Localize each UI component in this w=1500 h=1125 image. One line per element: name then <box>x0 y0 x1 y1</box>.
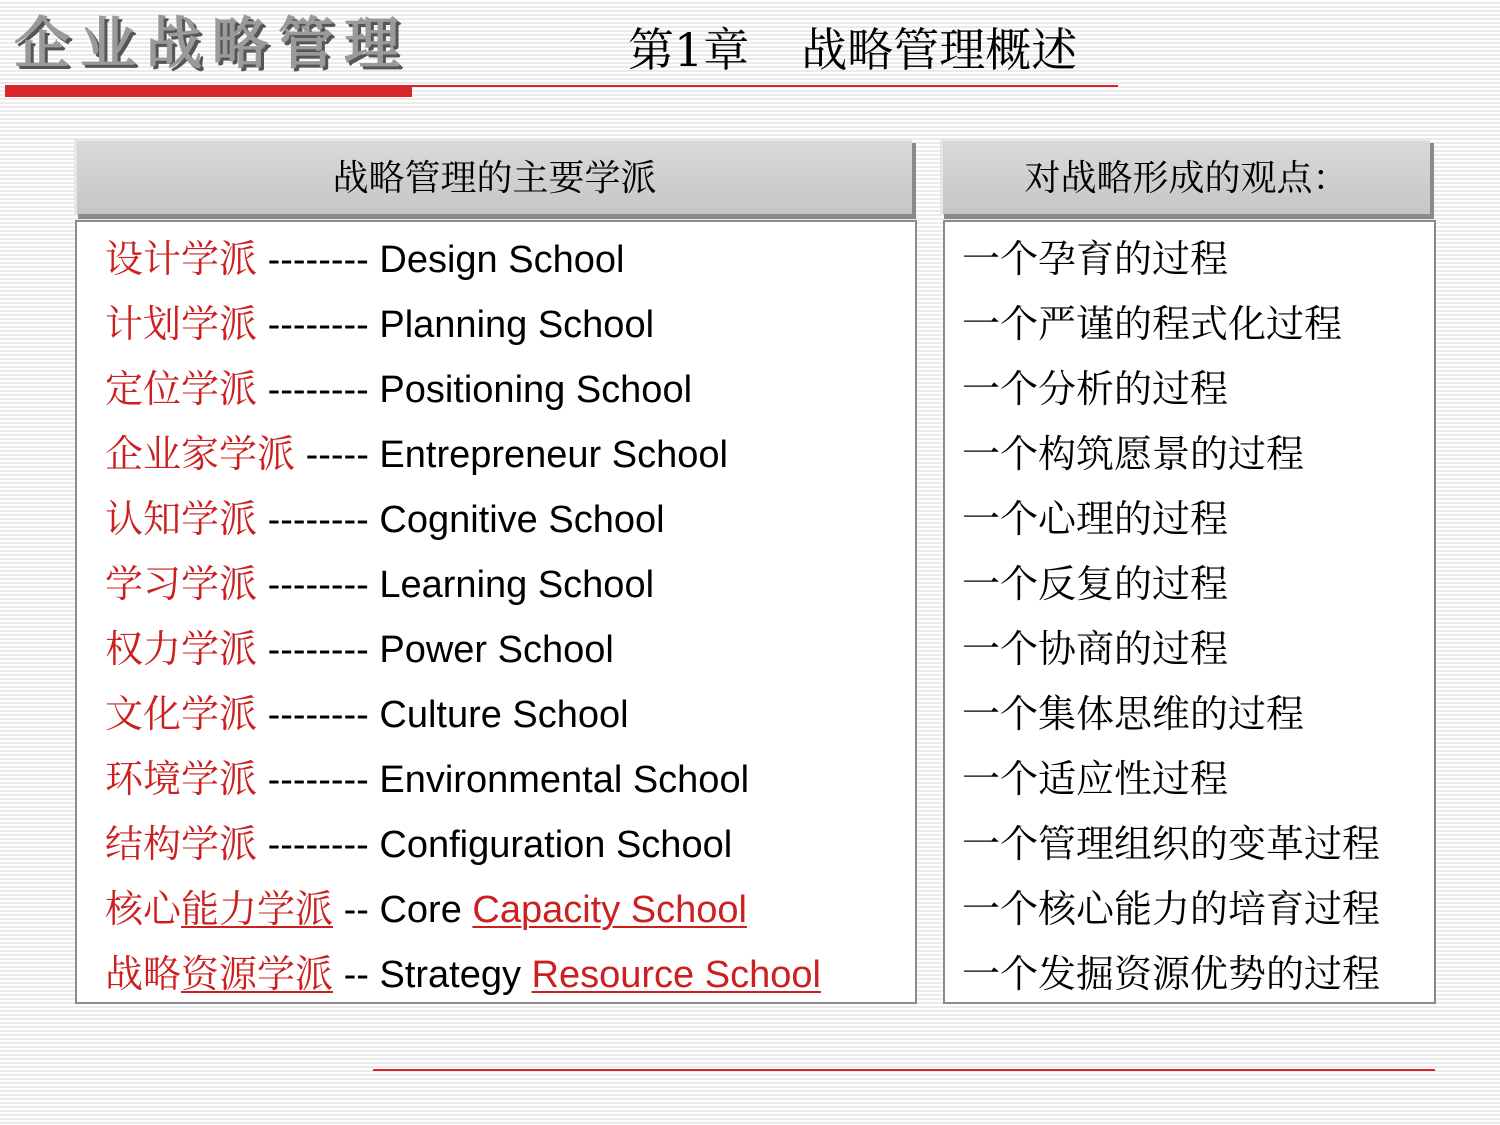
school-cn-name: 设计学派 <box>105 237 258 281</box>
school-en-name: Learning School <box>379 564 655 606</box>
list-item: 一个发掘资源优势的过程 <box>962 952 1381 996</box>
school-en-link[interactable]: Resource School <box>531 954 821 996</box>
school-cn-name: 权力学派 <box>105 627 258 671</box>
school-cn-name: 文化学派 <box>105 692 258 736</box>
chapter-heading <box>628 22 1077 78</box>
school-cn-name: 结构学派 <box>105 822 258 866</box>
school-en-name: Strategy <box>379 954 532 996</box>
school-cn-name: 计划学派 <box>105 302 258 346</box>
separator: -------- <box>257 239 380 281</box>
list-item: 一个严谨的程式化过程 <box>962 302 1343 346</box>
schools-list <box>75 220 917 1004</box>
school-cn-name: 认知学派 <box>105 497 258 541</box>
school-en-name: Power School <box>379 629 614 671</box>
school-cn-name: 战略 <box>105 952 182 996</box>
list-item <box>77 427 915 492</box>
separator: -------- <box>257 304 380 346</box>
separator: -------- <box>257 629 380 671</box>
footer-divider <box>373 1069 1435 1071</box>
school-en-name: Planning School <box>379 304 655 346</box>
list-item <box>77 882 915 947</box>
school-en-name: Culture School <box>379 694 629 736</box>
list-item: 一个核心能力的培育过程 <box>962 887 1381 931</box>
list-item <box>77 297 915 362</box>
separator: -------- <box>257 369 380 411</box>
school-cn-link[interactable]: 能力学派 <box>181 887 334 931</box>
school-cn-name: 定位学派 <box>105 367 258 411</box>
chapter-number: 第1章 <box>628 23 750 77</box>
school-cn-name: 环境学派 <box>105 757 258 801</box>
list-item: 一个分析的过程 <box>962 367 1229 411</box>
list-item: 一个集体思维的过程 <box>962 692 1305 736</box>
brand-underline-bar <box>5 85 412 97</box>
school-en-name: Configuration School <box>379 824 733 866</box>
separator: -------- <box>257 499 380 541</box>
school-en-name: Cognitive School <box>379 499 665 541</box>
separator: -------- <box>257 824 380 866</box>
separator: -------- <box>257 564 380 606</box>
list-item <box>77 752 915 817</box>
school-en-link[interactable]: Capacity School <box>472 889 747 931</box>
list-item: 一个构筑愿景的过程 <box>962 432 1305 476</box>
school-en-name: Entrepreneur School <box>379 434 728 476</box>
separator: -- <box>333 889 380 931</box>
school-en-name: Positioning School <box>379 369 693 411</box>
schools-panel-header: 战略管理的主要学派 <box>74 138 912 214</box>
school-cn-name: 学习学派 <box>105 562 258 606</box>
list-item <box>77 817 915 882</box>
list-item <box>77 557 915 622</box>
school-cn-link[interactable]: 资源学派 <box>181 952 334 996</box>
viewpoints-panel-header: 对战略形成的观点： <box>940 138 1430 214</box>
school-cn-name: 核心 <box>105 887 182 931</box>
list-item: 一个协商的过程 <box>962 627 1229 671</box>
list-item <box>77 362 915 427</box>
school-en-name: Design School <box>379 239 625 281</box>
list-item <box>77 687 915 752</box>
chapter-title: 战略管理概述 <box>801 23 1078 77</box>
list-item: 一个管理组织的变革过程 <box>962 822 1381 866</box>
list-item: 一个孕育的过程 <box>962 237 1229 281</box>
school-cn-name: 企业家学派 <box>105 432 296 476</box>
brand-title: 企业战略管理 <box>14 11 410 77</box>
list-item: 一个反复的过程 <box>962 562 1229 606</box>
separator: ----- <box>295 434 380 476</box>
list-item <box>77 947 915 1012</box>
list-item <box>77 232 915 297</box>
viewpoints-list <box>943 220 1436 1004</box>
list-item <box>77 622 915 687</box>
separator: -------- <box>257 694 380 736</box>
separator: -------- <box>257 759 380 801</box>
school-en-name: Core <box>379 889 473 931</box>
list-item <box>77 492 915 557</box>
separator: -- <box>333 954 380 996</box>
school-en-name: Environmental School <box>379 759 750 801</box>
list-item: 一个适应性过程 <box>962 757 1229 801</box>
list-item: 一个心理的过程 <box>962 497 1229 541</box>
